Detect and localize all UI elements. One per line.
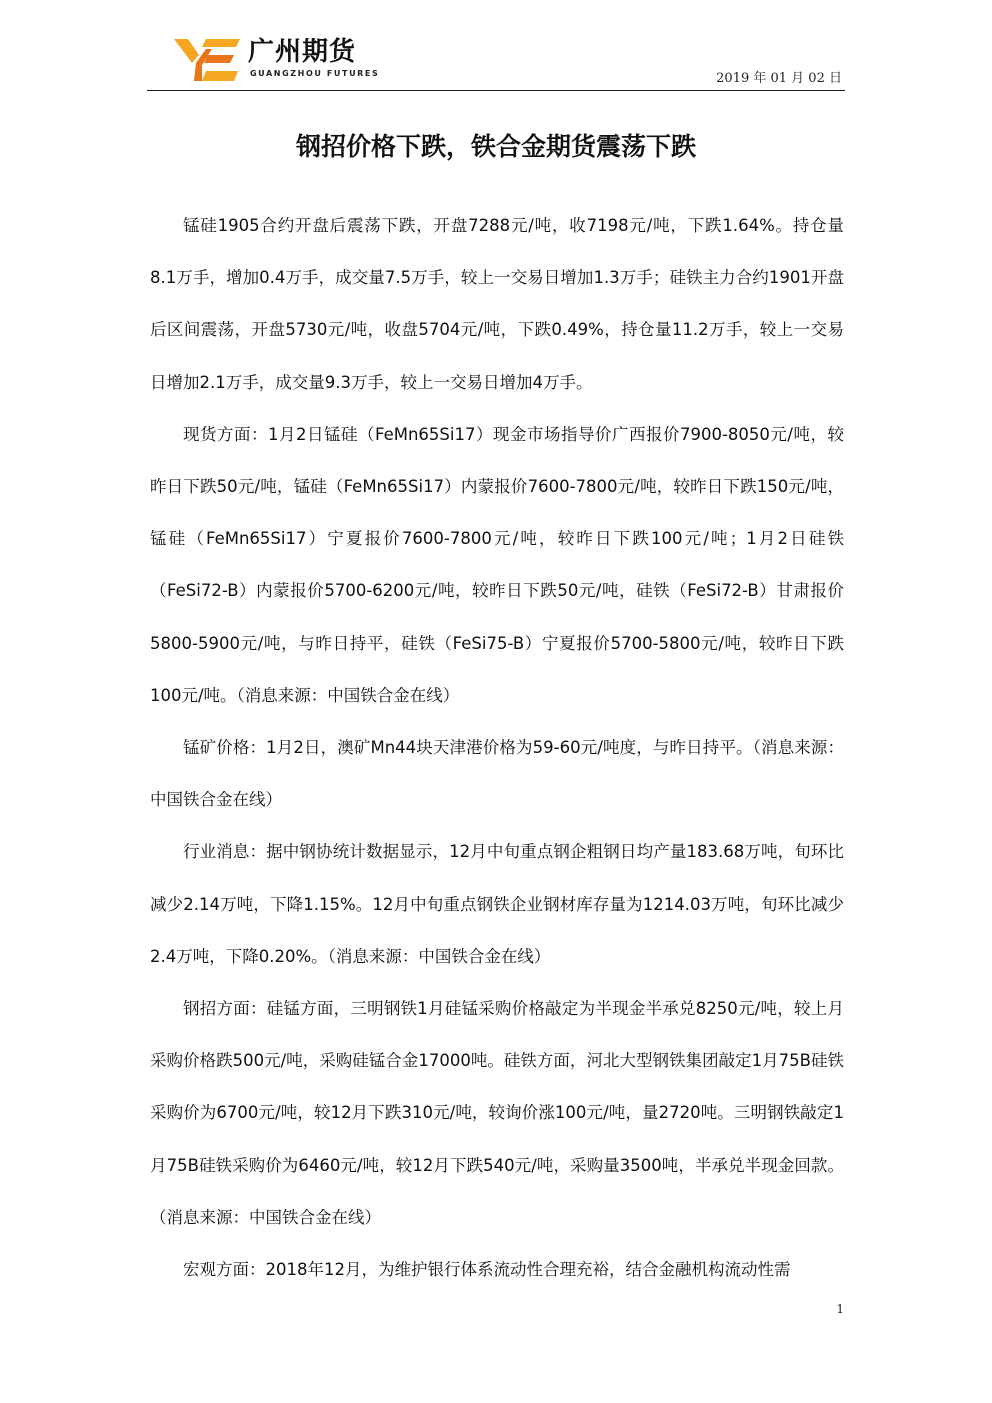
paragraph-industry-news: 行业消息：据中钢协统计数据显示，12月中旬重点钢企粗钢日均产量183.68万吨，旬环比减少2.14万吨，下降1.15%。12月中旬重点钢铁企业钢材库存量为1214.03万吨，旬环比减少2.4万吨，下降0.20%。（消息来源：中国铁合金在线） xyxy=(150,842,844,966)
paragraph-manganese-ore: 锰矿价格：1月2日，澳矿Mn44块天津港价格为59-60元/吨度，与昨日持平。（消息来源：中国铁合金在线） xyxy=(150,738,844,810)
header-divider xyxy=(147,90,845,91)
paragraph-spot-market: 现货方面：1月2日锰硅（FeMn65Si17）现金市场指导价广西报价7900-8050元/吨，较昨日下跌50元/吨，锰硅（FeMn65Si17）内蒙报价7600-7800元/吨，较昨日下跌150元/吨，锰硅（FeMn65Si17）宁夏报价7600-7800元/吨，较昨日下跌100元/吨；1月2日硅铁（FeSi72-B）内蒙报价5700-6200元/吨，较昨日下跌50元/吨，硅铁（FeSi72-B）甘肃报价5800-5900元/吨，与昨日持平，硅铁（FeSi75-B）宁夏报价5700-5800元/吨，较昨日下跌100元/吨。（消息来源：中国铁合金在线） xyxy=(150,424,844,705)
company-logo xyxy=(172,37,380,85)
paragraph-futures-market: 锰硅1905合约开盘后震荡下跌，开盘7288元/吨，收7198元/吨，下跌1.64%。持仓量8.1万手，增加0.4万手，成交量7.5万手，较上一交易日增加1.3万手；硅铁主力合约1901开盘后区间震荡，开盘5730元/吨，收盘5704元/吨，下跌0.49%，持仓量11.2万手，较上一交易日增加2.1万手，成交量9.3万手，较上一交易日增加4万手。 xyxy=(150,216,845,392)
paragraph-steel-tender: 钢招方面：硅锰方面，三明钢铁1月硅锰采购价格敲定为半现金半承兑8250元/吨，较上月采购价格跌500元/吨，采购硅锰合金17000吨。硅铁方面，河北大型钢铁集团敲定1月75B硅铁采购价为6700元/吨，较12月下跌310元/吨，较询价涨100元/吨，量2720吨。三明钢铁敲定1月75B硅铁采购价为6460元/吨，较12月下跌540元/吨，采购量3500吨，半承兑半现金回款。（消息来源：中国铁合金在线） xyxy=(150,999,844,1227)
paragraph-macro: 宏观方面：2018年12月，为维护银行体系流动性合理充裕，结合金融机构流动性需 xyxy=(183,1260,791,1280)
logo-english-name: GUANGZHOU FUTURES xyxy=(250,69,380,78)
document-body xyxy=(150,200,844,1296)
report-date: 2019 年 01 月 02 日 xyxy=(716,71,842,86)
guangzhou-futures-logo-icon xyxy=(172,37,242,83)
logo-chinese-name: 广州期货 xyxy=(248,37,357,67)
document-title: 钢招价格下跌，铁合金期货震荡下跌 xyxy=(295,132,696,161)
page-number: 1 xyxy=(836,1302,844,1316)
